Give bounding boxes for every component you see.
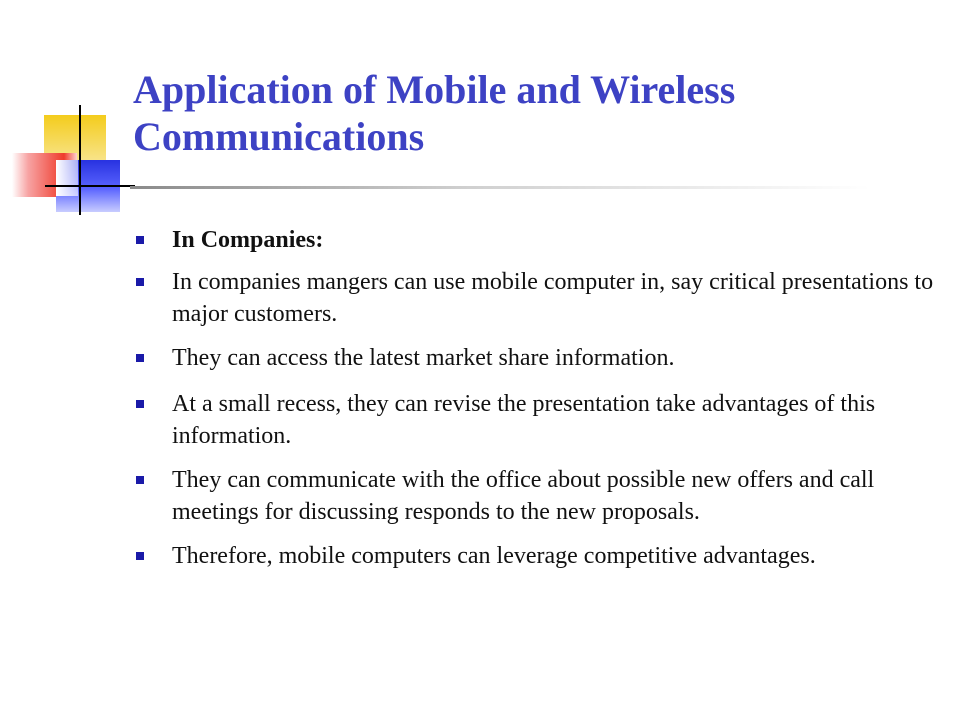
bullet-marker-icon — [136, 400, 144, 408]
slide-title: Application of Mobile and Wireless Communications — [133, 67, 736, 159]
bullet-marker-icon — [136, 278, 144, 286]
bullet-marker-icon — [136, 236, 144, 244]
bullet-text: In companies mangers can use mobile computer in, say critical presentations to major customers. — [172, 269, 934, 327]
bullet-marker-icon — [136, 476, 144, 484]
bullet-item — [134, 540, 934, 572]
bullet-text: They can communicate with the office about possible new offers and call meetings for discussing responds to the new proposals. — [172, 467, 875, 525]
bullet-text: At a small recess, they can revise the presentation take advantages of this information. — [172, 391, 876, 449]
corner-decoration — [0, 0, 140, 230]
bullet-item — [134, 388, 934, 452]
bullet-text: In Companies: — [172, 227, 324, 253]
vertical-line — [79, 105, 81, 215]
bullet-item — [134, 224, 934, 256]
bullet-item — [134, 464, 934, 528]
bullet-text: They can access the latest market share information. — [172, 345, 675, 371]
bullet-list — [134, 224, 934, 572]
bullet-marker-icon — [136, 552, 144, 560]
bullet-item — [134, 342, 934, 374]
bullet-text: Therefore, mobile computers can leverage competitive advantages. — [172, 543, 816, 569]
bullet-marker-icon — [136, 354, 144, 362]
horizontal-line — [45, 185, 135, 187]
white-overlay-shape — [56, 160, 78, 196]
title-divider — [130, 186, 870, 189]
bullet-item — [134, 266, 934, 330]
